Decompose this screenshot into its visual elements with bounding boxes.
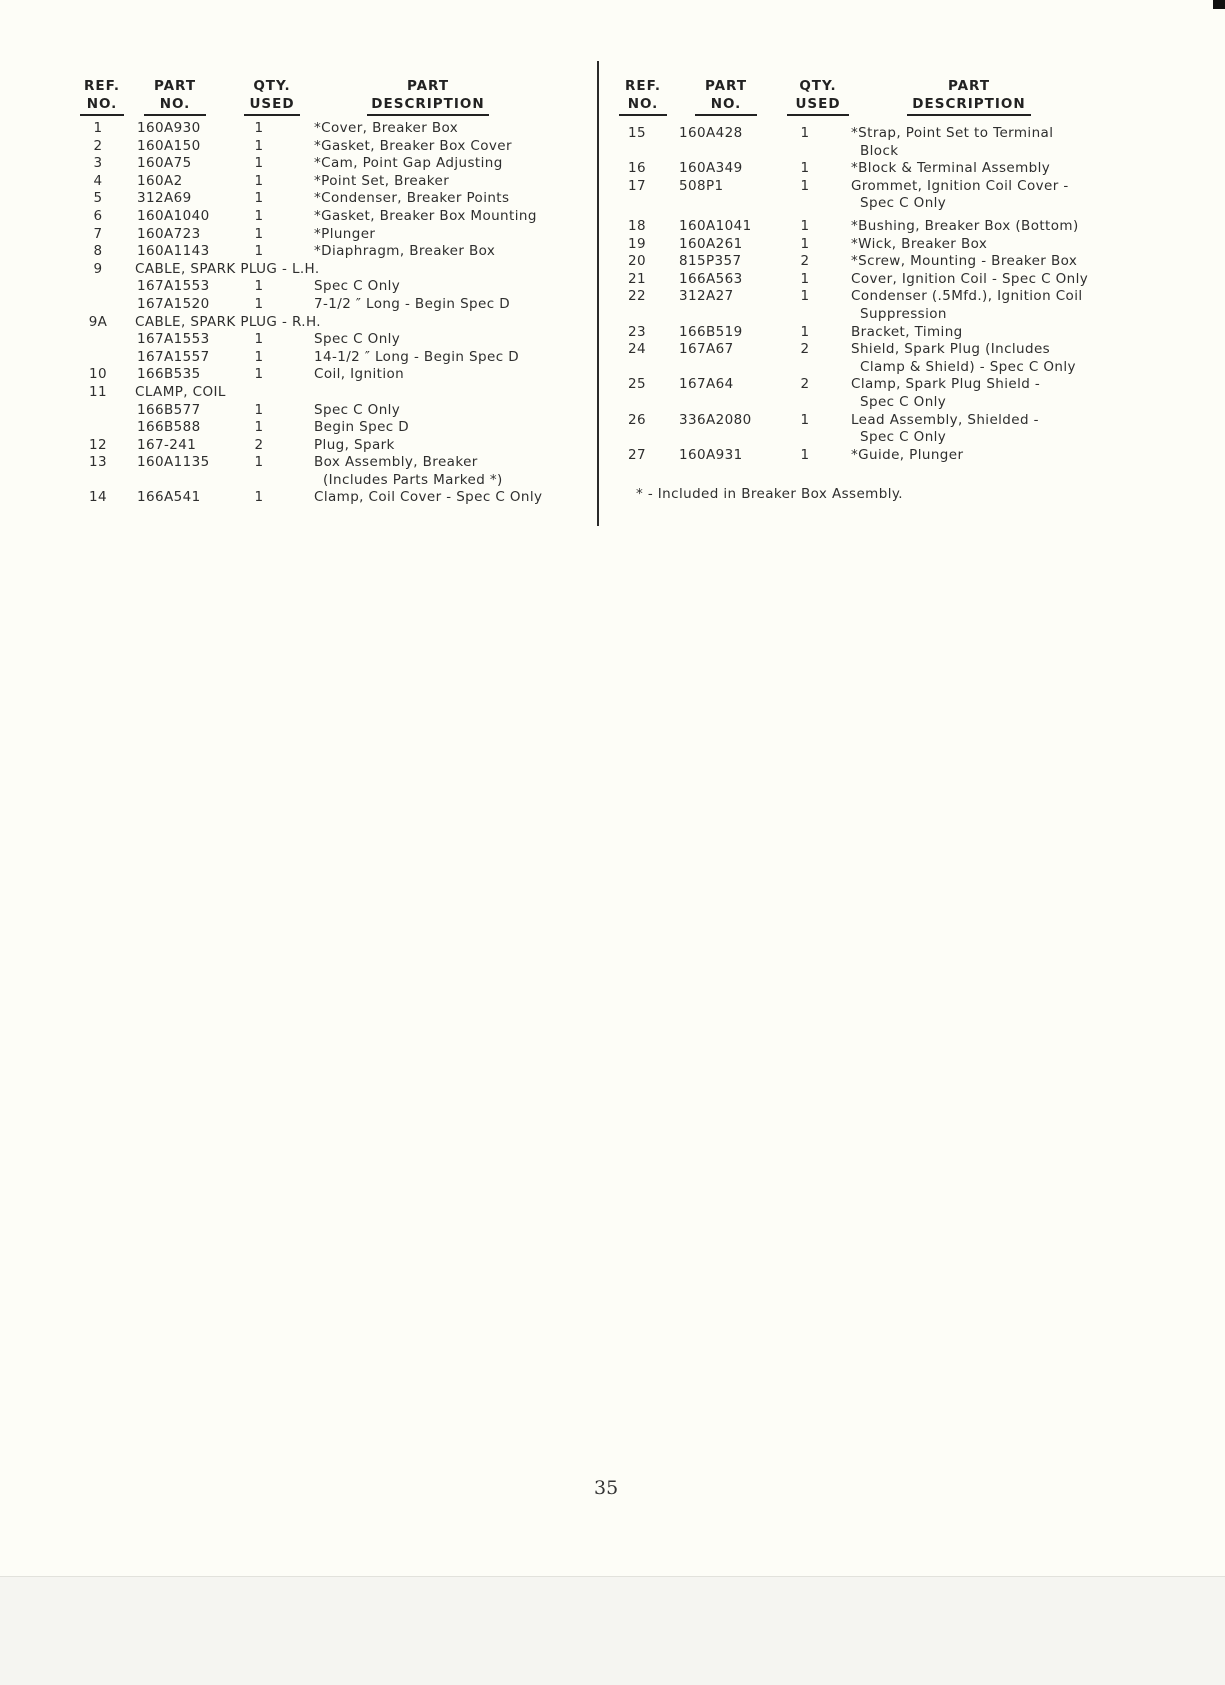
ref-number: 20 bbox=[628, 253, 646, 270]
table-row bbox=[78, 489, 593, 507]
ref-number: 14 bbox=[89, 489, 107, 506]
quantity-used: 1 bbox=[800, 235, 810, 252]
description-continuation: Clamp & Shield) - Spec C Only bbox=[860, 358, 1076, 375]
part-description: *Guide, Plunger bbox=[851, 446, 964, 463]
ref-number: 27 bbox=[628, 446, 646, 463]
table-row bbox=[78, 437, 593, 455]
ref-number: 2 bbox=[93, 137, 103, 154]
description-continuation: (Includes Parts Marked *) bbox=[323, 471, 503, 488]
part-number: 160A349 bbox=[679, 160, 743, 177]
quantity-used: 1 bbox=[800, 411, 810, 428]
quantity-used: 1 bbox=[254, 243, 264, 260]
part-description: Spec C Only bbox=[314, 401, 401, 418]
part-description: Spec C Only bbox=[314, 331, 401, 348]
table-row bbox=[619, 324, 1145, 342]
quantity-used: 2 bbox=[800, 376, 810, 393]
part-number: 166B535 bbox=[137, 366, 201, 383]
part-number: 166A541 bbox=[137, 489, 201, 506]
ref-number: 13 bbox=[89, 454, 107, 471]
description-line: Condenser (.5Mfd.), Ignition Coil bbox=[851, 288, 1083, 305]
part-number: 160A428 bbox=[679, 125, 743, 141]
part-group-title: CLAMP, COIL bbox=[135, 383, 226, 400]
part-description bbox=[851, 288, 1151, 323]
ref-number: 12 bbox=[89, 436, 107, 453]
part-description: *Condenser, Breaker Points bbox=[314, 190, 510, 207]
table-row bbox=[619, 288, 1145, 323]
table-row bbox=[78, 243, 593, 261]
part-description bbox=[851, 125, 1151, 160]
quantity-used: 1 bbox=[800, 288, 810, 305]
ref-number: 9 bbox=[93, 260, 103, 277]
header-ref-no: REF. NO. bbox=[619, 78, 667, 116]
ref-number: 9A bbox=[88, 313, 108, 330]
ref-number: 6 bbox=[93, 207, 103, 224]
part-description: *Diaphragm, Breaker Box bbox=[314, 243, 496, 260]
quantity-used: 1 bbox=[800, 270, 810, 287]
part-description: *Bushing, Breaker Box (Bottom) bbox=[851, 217, 1079, 234]
quantity-used: 1 bbox=[254, 278, 264, 295]
part-description bbox=[851, 341, 1151, 376]
description-line: Lead Assembly, Shielded - bbox=[851, 411, 1039, 428]
part-description: Coil, Ignition bbox=[314, 366, 405, 383]
ref-number: 5 bbox=[93, 190, 103, 207]
quantity-used: 1 bbox=[254, 172, 264, 189]
table-row bbox=[78, 419, 593, 437]
part-number: 160A1040 bbox=[137, 207, 210, 224]
part-number: 508P1 bbox=[679, 177, 724, 194]
part-number: 166A563 bbox=[679, 270, 743, 287]
part-number: 160A1041 bbox=[679, 217, 752, 234]
table-row bbox=[78, 261, 593, 279]
description-continuation: Spec C Only bbox=[860, 429, 947, 446]
table-row bbox=[78, 384, 593, 402]
part-description: Begin Spec D bbox=[314, 419, 410, 436]
table-row bbox=[619, 253, 1145, 271]
quantity-used: 1 bbox=[254, 366, 264, 383]
part-description: 7-1/2 ″ Long - Begin Spec D bbox=[314, 295, 511, 312]
table-row bbox=[78, 226, 593, 244]
ref-number: 17 bbox=[628, 177, 646, 194]
part-number: 167A64 bbox=[679, 376, 734, 393]
table-row bbox=[619, 412, 1145, 447]
header-qty-used: QTY. USED bbox=[787, 78, 849, 116]
quantity-used: 1 bbox=[254, 190, 264, 207]
quantity-used: 1 bbox=[800, 177, 810, 194]
table-row bbox=[619, 376, 1145, 411]
ref-number: 26 bbox=[628, 411, 646, 428]
part-number: 166B577 bbox=[137, 401, 201, 418]
table-row bbox=[619, 447, 1145, 465]
part-number: 167A1557 bbox=[137, 348, 210, 365]
part-group-title: CABLE, SPARK PLUG - L.H. bbox=[135, 260, 320, 277]
quantity-used: 1 bbox=[800, 125, 810, 141]
parts-table-left bbox=[78, 78, 593, 507]
quantity-used: 1 bbox=[800, 323, 810, 340]
ref-number: 10 bbox=[89, 366, 107, 383]
quantity-used: 1 bbox=[254, 489, 264, 506]
ref-number: 4 bbox=[93, 172, 103, 189]
part-group-title: CABLE, SPARK PLUG - R.H. bbox=[135, 313, 321, 330]
part-description bbox=[851, 412, 1151, 447]
quantity-used: 1 bbox=[800, 160, 810, 177]
table-row bbox=[78, 349, 593, 367]
part-number: 166B519 bbox=[679, 323, 743, 340]
quantity-used: 1 bbox=[254, 155, 264, 172]
table-row bbox=[78, 208, 593, 226]
quantity-used: 1 bbox=[254, 454, 264, 471]
table-header-right bbox=[619, 78, 1145, 118]
parts-table-right bbox=[619, 78, 1145, 464]
part-description: *Plunger bbox=[314, 225, 376, 242]
quantity-used: 1 bbox=[254, 225, 264, 242]
part-number: 167A1520 bbox=[137, 295, 210, 312]
table-row bbox=[78, 331, 593, 349]
table-header-left bbox=[78, 78, 593, 118]
part-number: 160A2 bbox=[137, 172, 183, 189]
part-description: *Cover, Breaker Box bbox=[314, 120, 459, 136]
part-number: 160A723 bbox=[137, 225, 201, 242]
part-description bbox=[851, 376, 1151, 411]
table-row bbox=[78, 296, 593, 314]
ref-number: 19 bbox=[628, 235, 646, 252]
header-part-description: PART DESCRIPTION bbox=[907, 78, 1031, 116]
ref-number: 1 bbox=[93, 120, 103, 136]
table-row bbox=[619, 178, 1145, 213]
part-description bbox=[314, 454, 604, 489]
table-row bbox=[78, 190, 593, 208]
ref-number: 16 bbox=[628, 160, 646, 177]
table-row bbox=[619, 125, 1145, 160]
header-ref-no: REF. NO. bbox=[80, 78, 124, 116]
quantity-used: 1 bbox=[254, 401, 264, 418]
ref-number: 22 bbox=[628, 288, 646, 305]
table-row bbox=[619, 236, 1145, 254]
header-part-no: PART NO. bbox=[695, 78, 757, 116]
part-number: 160A1143 bbox=[137, 243, 210, 260]
part-number: 167A1553 bbox=[137, 278, 210, 295]
part-number: 160A75 bbox=[137, 155, 192, 172]
ref-number: 24 bbox=[628, 341, 646, 358]
part-number: 160A930 bbox=[137, 120, 201, 136]
ref-number: 11 bbox=[89, 383, 107, 400]
table-row bbox=[78, 366, 593, 384]
quantity-used: 1 bbox=[254, 348, 264, 365]
table-row bbox=[78, 278, 593, 296]
description-line: Shield, Spark Plug (Includes bbox=[851, 341, 1051, 358]
description-continuation: Suppression bbox=[860, 305, 947, 322]
part-number: 167-241 bbox=[137, 436, 197, 453]
table-body-right bbox=[619, 125, 1145, 464]
part-number: 312A27 bbox=[679, 288, 734, 305]
part-description: *Block & Terminal Assembly bbox=[851, 160, 1051, 177]
description-continuation: Spec C Only bbox=[860, 393, 947, 410]
quantity-used: 1 bbox=[254, 331, 264, 348]
part-description: *Cam, Point Gap Adjusting bbox=[314, 155, 503, 172]
header-part-description: PART DESCRIPTION bbox=[367, 78, 489, 116]
quantity-used: 2 bbox=[254, 436, 264, 453]
description-line: Grommet, Ignition Coil Cover - bbox=[851, 177, 1069, 194]
scan-corner-mark bbox=[1213, 0, 1225, 9]
table-row bbox=[78, 138, 593, 156]
table-row bbox=[78, 173, 593, 191]
ref-number: 3 bbox=[93, 155, 103, 172]
quantity-used: 1 bbox=[254, 120, 264, 136]
part-number: 167A67 bbox=[679, 341, 734, 358]
quantity-used: 1 bbox=[800, 217, 810, 234]
ref-number: 25 bbox=[628, 376, 646, 393]
table-row bbox=[619, 341, 1145, 376]
table-row bbox=[619, 160, 1145, 178]
part-description: Cover, Ignition Coil - Spec C Only bbox=[851, 270, 1089, 287]
table-body-left bbox=[78, 120, 593, 507]
part-number: 160A931 bbox=[679, 446, 743, 463]
quantity-used: 1 bbox=[254, 137, 264, 154]
description-continuation: Block bbox=[860, 142, 899, 159]
part-description: Bracket, Timing bbox=[851, 323, 963, 340]
part-number: 167A1553 bbox=[137, 331, 210, 348]
ref-number: 7 bbox=[93, 225, 103, 242]
quantity-used: 2 bbox=[800, 341, 810, 358]
header-qty-used: QTY. USED bbox=[244, 78, 300, 116]
page-number: 35 bbox=[594, 1477, 619, 1499]
quantity-used: 1 bbox=[254, 295, 264, 312]
part-number: 160A150 bbox=[137, 137, 201, 154]
ref-number: 23 bbox=[628, 323, 646, 340]
part-description: *Point Set, Breaker bbox=[314, 172, 450, 189]
part-description: Spec C Only bbox=[314, 278, 401, 295]
ref-number: 18 bbox=[628, 217, 646, 234]
part-number: 815P357 bbox=[679, 253, 742, 270]
part-number: 160A261 bbox=[679, 235, 743, 252]
quantity-used: 1 bbox=[254, 419, 264, 436]
part-number: 160A1135 bbox=[137, 454, 210, 471]
part-description: Clamp, Coil Cover - Spec C Only bbox=[314, 489, 543, 506]
quantity-used: 1 bbox=[800, 446, 810, 463]
part-description: *Screw, Mounting - Breaker Box bbox=[851, 253, 1078, 270]
header-part-no: PART NO. bbox=[144, 78, 206, 116]
part-description: *Gasket, Breaker Box Cover bbox=[314, 137, 512, 154]
part-description bbox=[851, 178, 1151, 213]
table-row bbox=[619, 271, 1145, 289]
table-row bbox=[619, 218, 1145, 236]
part-description: 14-1/2 ″ Long - Begin Spec D bbox=[314, 348, 520, 365]
ref-number: 15 bbox=[628, 125, 646, 141]
table-row bbox=[78, 314, 593, 332]
part-number: 312A69 bbox=[137, 190, 192, 207]
part-description: Plug, Spark bbox=[314, 436, 395, 453]
table-row bbox=[78, 402, 593, 420]
part-number: 336A2080 bbox=[679, 411, 752, 428]
part-number: 166B588 bbox=[137, 419, 201, 436]
scan-bottom-strip bbox=[0, 1576, 1225, 1685]
description-line: *Strap, Point Set to Terminal bbox=[851, 125, 1054, 141]
part-description: *Wick, Breaker Box bbox=[851, 235, 988, 252]
table-row bbox=[78, 120, 593, 138]
ref-number: 8 bbox=[93, 243, 103, 260]
table-row bbox=[78, 454, 593, 489]
footnote: * - Included in Breaker Box Assembly. bbox=[636, 486, 904, 502]
ref-number: 21 bbox=[628, 270, 646, 287]
description-continuation: Spec C Only bbox=[860, 195, 947, 212]
description-line: Box Assembly, Breaker bbox=[314, 454, 478, 471]
table-row bbox=[78, 155, 593, 173]
quantity-used: 2 bbox=[800, 253, 810, 270]
quantity-used: 1 bbox=[254, 207, 264, 224]
description-line: Clamp, Spark Plug Shield - bbox=[851, 376, 1041, 393]
part-description: *Gasket, Breaker Box Mounting bbox=[314, 207, 537, 224]
